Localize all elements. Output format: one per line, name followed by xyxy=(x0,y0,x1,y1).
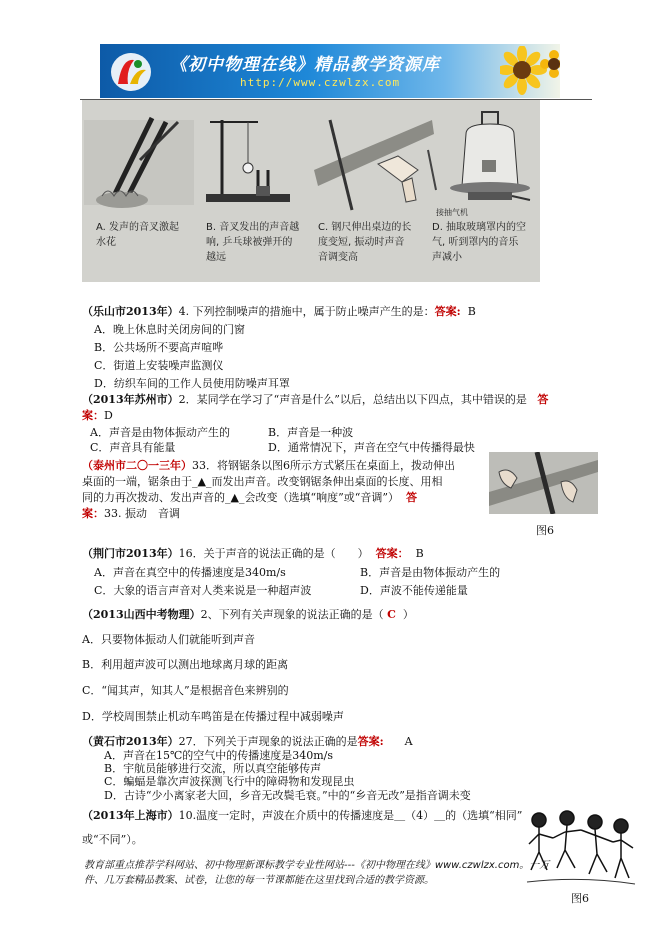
option-a: A．晚上休息时关闭房间的门窗 xyxy=(94,323,245,336)
footer-line-2: 件、几万套精品教案、试卷，让您的每一节课都能在这里找到合适的教学资源。 xyxy=(84,875,434,886)
answer-label: 答案: xyxy=(357,735,384,748)
answer-value: 33. 振动 音调 xyxy=(104,507,180,520)
question-source: （2013年苏州市） xyxy=(82,393,179,406)
question-suzhou xyxy=(82,393,548,407)
footer-figure-label: 图6 xyxy=(571,892,589,905)
sunflower-icon xyxy=(500,46,560,98)
question-source: （荆门市2013年） xyxy=(82,547,179,560)
site-logo-icon xyxy=(108,50,154,94)
answer-label-cont: 案： xyxy=(82,507,104,520)
option-a: A．声音在15℃的空气中的传播速度是340m/s xyxy=(104,749,334,762)
question-stem: 33．将钢锯条以图6所示方式紧压在桌面上，拨动伸出 xyxy=(192,459,455,472)
question-source: （乐山市2013年） xyxy=(82,305,179,318)
answer-value: C xyxy=(387,608,396,621)
photo-caption-d: D. 抽取玻璃罩内的空 气, 听到罩内的音乐 声减小 xyxy=(432,222,527,263)
option-d: D．古诗“少小离家老大回，乡音无改鬓毛衰。”中的“乡音无改”是指音调未变 xyxy=(104,789,471,802)
option-c: C．“闻其声，知其人”是根据音色来辨别的 xyxy=(82,684,289,697)
question-huangshi xyxy=(82,735,413,749)
option-b: B．宇航员能够进行交流，所以真空能够传声 xyxy=(104,762,322,775)
option-b: B．声音是一种波 xyxy=(268,426,354,439)
answer-label: 答案: xyxy=(434,305,461,318)
tuning-fork-water-illustration xyxy=(84,118,194,208)
question-jingmen xyxy=(82,547,424,561)
question-stem: 16．关于声音的说法正确的是（ ） xyxy=(178,547,369,560)
question-leshan xyxy=(82,305,476,319)
option-b: B．利用超声波可以测出地球离月球的距离 xyxy=(82,658,289,671)
option-c: C．大象的语言声音对人类来说是一种超声波 xyxy=(94,584,312,597)
option-d: D．声波不能传递能量 xyxy=(360,584,468,597)
photo-caption-a: A. 发声的音叉激起 水花 xyxy=(96,222,180,248)
option-d: D．学校周围禁止机动车鸣笛是在传播过程中减弱噪声 xyxy=(82,710,344,723)
pump-label: 接抽气机 xyxy=(436,208,468,217)
option-a: A．声音是由物体振动产生的 xyxy=(90,426,230,439)
answer-line-taizhou xyxy=(82,507,180,521)
question-stem: 10.温度一定时，声波在介质中的传播速度是＿（4）＿的（选填“相同” xyxy=(178,809,523,822)
option-b: B．公共场所不要高声喧哗 xyxy=(94,341,224,354)
question-shanxi: （2013山西中考物理）2、下列有关声现象的说法正确的是（ C ） xyxy=(82,608,414,621)
question-taizhou xyxy=(82,459,455,473)
photo-caption-c: C. 钢尺伸出桌边的长 度变短, 振动时声音 音调变高 xyxy=(318,222,412,263)
question-stem: 2．某同学在学习了“声音是什么”以后，总结出以下四点，其中错误的是 xyxy=(178,393,527,406)
question-source: （2013年上海市） xyxy=(82,809,179,822)
answer-line-suzhou xyxy=(82,409,113,423)
question-stem: 2、下列有关声现象的说法正确的是（ xyxy=(200,608,384,621)
figure-6-saw-blade xyxy=(489,452,598,514)
option-a: A．只要物体振动人们就能听到声音 xyxy=(82,633,255,646)
answer-value: D xyxy=(104,409,113,422)
answer-value: B xyxy=(415,547,424,560)
footer-line-1: 教育部重点推荐学科网站、初中物理新课标教学专业性网站---《初中物理在线》www.czwlzx.com。一万 xyxy=(84,860,550,871)
option-c: C．街道上安装噪声监测仪 xyxy=(94,359,224,372)
answer-label: 答案： xyxy=(375,547,409,560)
question-source: （黄石市2013年） xyxy=(82,735,179,748)
question-source: （泰州市二〇一三年） xyxy=(82,459,192,472)
answer-value: A xyxy=(404,735,413,748)
header-banner xyxy=(100,44,560,98)
option-d: D．纺织车间的工作人员使用防噪声耳罩 xyxy=(94,377,290,390)
figure-6-label: 图6 xyxy=(536,524,554,537)
option-a: A．声音在真空中的传播速度是340m/s xyxy=(94,566,286,579)
experiment-photos xyxy=(82,100,540,282)
option-d: D．通常情况下，声音在空气中传播得最快 xyxy=(268,441,475,454)
option-b: B．声音是由物体振动产生的 xyxy=(360,566,501,579)
question-line-2: 或“不同”）。 xyxy=(82,833,143,846)
answer-label: 答 xyxy=(537,393,549,406)
question-source: （2013山西中考物理） xyxy=(82,608,201,621)
saw-blade-figure xyxy=(489,452,598,514)
question-stem: 4. 下列控制噪声的措施中，属于防止噪声产生的是： xyxy=(178,305,435,318)
photo-caption-b: B. 音叉发出的声音越 响, 乒乓球被弹开的 越远 xyxy=(206,222,300,263)
banner-url[interactable]: http://www.czwlzx.com xyxy=(240,76,401,89)
option-c: C．蝙蝠是靠次声波探测飞行中的障碍物和发现昆虫 xyxy=(104,775,355,788)
banner-title: 《初中物理在线》精品教学资源库 xyxy=(170,55,440,75)
answer-value: B xyxy=(467,305,476,318)
question-shanghai xyxy=(82,809,522,823)
option-c: C．声音具有能量 xyxy=(90,441,176,454)
question-stem: 27．下列关于声现象的说法正确的是 xyxy=(178,735,358,748)
question-line-2: 桌面的一端，锯条由于_▲_而发出声音。改变钢锯条伸出桌面的长度、用相 xyxy=(82,475,443,488)
children-playing-illustration xyxy=(525,808,637,894)
answer-label-cont: 案： xyxy=(82,409,104,422)
answer-label: 答 xyxy=(405,491,417,504)
question-line-3: 同的力再次拨动、发出声音的_▲_会改变（选填“响度”或“音调”） 答 xyxy=(82,491,417,504)
